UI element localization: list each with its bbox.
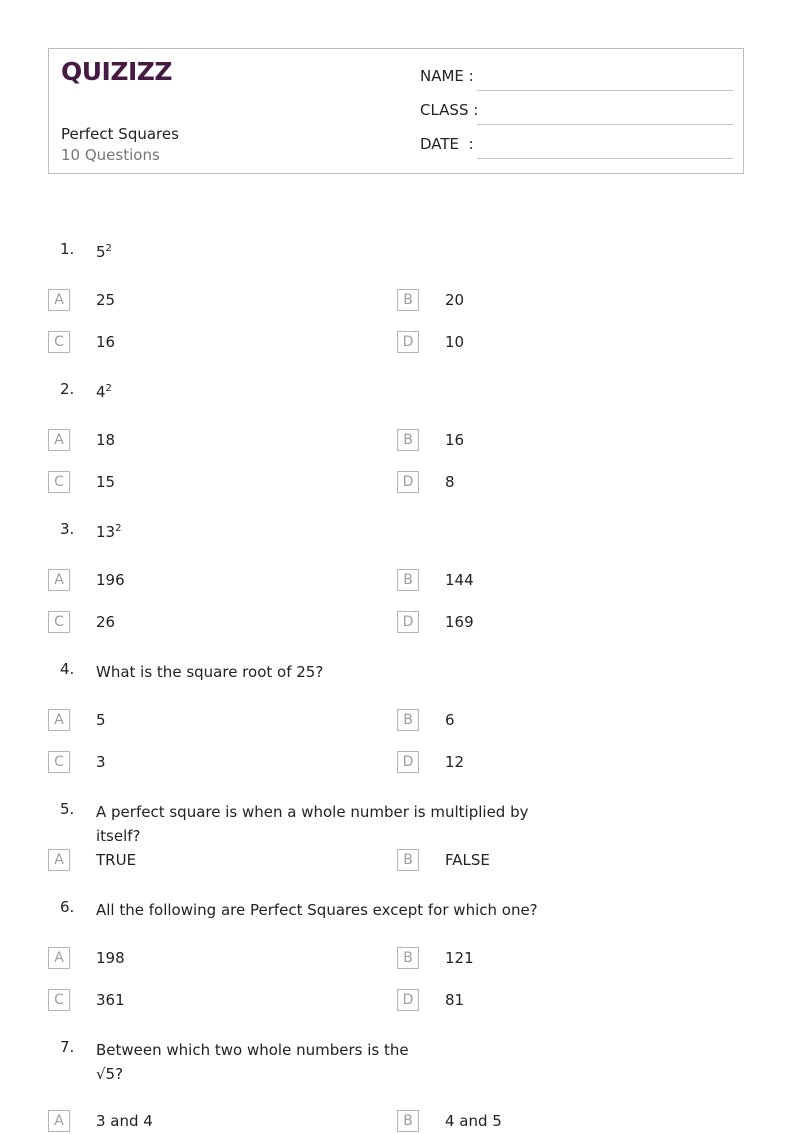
option-letter: B xyxy=(397,569,419,591)
option-text: 361 xyxy=(96,991,125,1009)
option-letter: C xyxy=(48,751,70,773)
option-text: 4 and 5 xyxy=(445,1112,502,1130)
option-letter: A xyxy=(48,429,70,451)
question-base: 13 xyxy=(96,523,116,541)
option-text: 3 and 4 xyxy=(96,1112,153,1130)
worksheet-header xyxy=(48,48,744,174)
option-letter: D xyxy=(397,989,419,1011)
option-text: 144 xyxy=(445,571,474,589)
option-text: 8 xyxy=(445,473,455,491)
option-letter: B xyxy=(397,849,419,871)
question-number: 1. xyxy=(60,240,75,258)
option-letter: B xyxy=(397,709,419,731)
option-letter: D xyxy=(397,471,419,493)
option-letter: A xyxy=(48,709,70,731)
option-letter: D xyxy=(397,751,419,773)
worksheet-title: Perfect Squares xyxy=(61,125,179,143)
option-letter: B xyxy=(397,289,419,311)
option-text: 12 xyxy=(445,753,465,771)
option-letter: B xyxy=(397,429,419,451)
option-text: 16 xyxy=(445,431,465,449)
question-base: 4 xyxy=(96,383,106,401)
option-letter: C xyxy=(48,611,70,633)
question-text: A perfect square is when a whole number is multiplied by itself? xyxy=(96,803,529,845)
option-text: 15 xyxy=(96,473,116,491)
option-text: 20 xyxy=(445,291,465,309)
option-text: 198 xyxy=(96,949,125,967)
option-text: 3 xyxy=(96,753,106,771)
question-text xyxy=(96,240,566,264)
option-text: 121 xyxy=(445,949,474,967)
question-exponent: 2 xyxy=(105,243,112,254)
question-text: What is the square root of 25? xyxy=(96,663,324,681)
name-field[interactable] xyxy=(420,67,733,91)
option-letter: A xyxy=(48,1110,70,1132)
option-letter: A xyxy=(48,849,70,871)
class-line xyxy=(477,124,733,125)
question-text: Between which two whole numbers is the √5? xyxy=(96,1041,409,1083)
option-text: 6 xyxy=(445,711,455,729)
quizizz-logo: QUIZIZZ xyxy=(61,57,173,86)
option-letter: A xyxy=(48,289,70,311)
option-text: 25 xyxy=(96,291,116,309)
class-field[interactable] xyxy=(420,101,733,125)
option-letter: D xyxy=(397,331,419,353)
name-line xyxy=(477,90,733,91)
question-number: 7. xyxy=(60,1038,75,1056)
question-exponent: 2 xyxy=(105,383,112,394)
option-text: TRUE xyxy=(96,851,137,869)
option-text: FALSE xyxy=(445,851,490,869)
option-text: 5 xyxy=(96,711,106,729)
name-label: NAME : xyxy=(420,67,474,85)
question-number: 3. xyxy=(60,520,75,538)
option-text: 169 xyxy=(445,613,474,631)
option-letter: B xyxy=(397,947,419,969)
question-text xyxy=(96,380,566,404)
option-text: 196 xyxy=(96,571,125,589)
question-text xyxy=(96,520,566,544)
date-field[interactable] xyxy=(420,135,733,159)
option-letter: D xyxy=(397,611,419,633)
question-base: 5 xyxy=(96,243,106,261)
question-number: 5. xyxy=(60,800,75,818)
date-label: DATE : xyxy=(420,135,474,153)
option-text: 81 xyxy=(445,991,465,1009)
option-letter: B xyxy=(397,1110,419,1132)
option-letter: C xyxy=(48,471,70,493)
option-text: 16 xyxy=(96,333,116,351)
option-text: 18 xyxy=(96,431,116,449)
option-letter: C xyxy=(48,331,70,353)
option-letter: A xyxy=(48,569,70,591)
option-text: 10 xyxy=(445,333,465,351)
question-number: 6. xyxy=(60,898,75,916)
question-exponent: 2 xyxy=(115,523,122,534)
option-letter: C xyxy=(48,989,70,1011)
class-label: CLASS : xyxy=(420,101,479,119)
date-line xyxy=(477,158,733,159)
question-number: 4. xyxy=(60,660,75,678)
question-count: 10 Questions xyxy=(61,146,160,164)
option-text: 26 xyxy=(96,613,116,631)
option-letter: A xyxy=(48,947,70,969)
question-number: 2. xyxy=(60,380,75,398)
question-text: All the following are Perfect Squares except for which one? xyxy=(96,901,538,919)
